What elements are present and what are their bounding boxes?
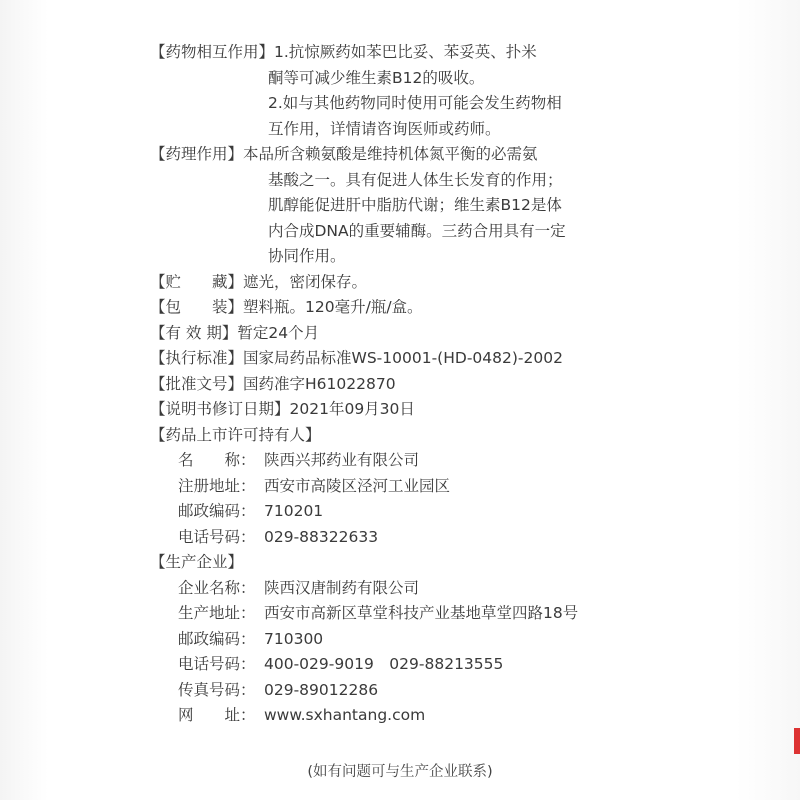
mfr-name-row (178, 576, 630, 602)
standard-row (150, 346, 630, 372)
pharmacology-label: 【药理作用】 (150, 145, 244, 163)
pharmacology-line-1: 本品所含赖氨酸是维持机体氮平衡的必需氨 (243, 145, 538, 163)
mfr-fax-value: 029-89012286 (264, 680, 379, 699)
mfr-postcode-value: 710300 (264, 629, 324, 648)
mfr-phone-row (178, 652, 630, 678)
package-row (150, 295, 630, 321)
standard-label: 【执行标准】 (150, 349, 244, 367)
pharmacology-section (150, 142, 630, 168)
revision-value: 2021年09月30日 (289, 400, 415, 418)
mfr-postcode-key: 邮政编码： (178, 629, 256, 648)
pharmacology-row-2 (150, 168, 630, 194)
interactions-line-2b: 互作用，详情请咨询医师或药师。 (268, 119, 501, 138)
approval-value: 国药准字H61022870 (243, 374, 396, 393)
holder-phone-key: 电话号码： (178, 527, 256, 546)
leaflet-text (150, 40, 630, 729)
pharmacology-line-3: 肌醇能促进肝中脂肪代谢；维生素B12是体 (268, 196, 562, 214)
package-label: 【包 装】 (150, 298, 244, 316)
pharmacology-row-5 (150, 244, 630, 270)
mfr-phone-value: 400-029-9019 029-88213555 (264, 655, 504, 673)
holder-postcode-row (178, 499, 630, 525)
holder-postcode-value: 710201 (264, 502, 324, 520)
validity-value: 暂定24个月 (237, 323, 320, 342)
validity-label: 【有 效 期】 (150, 323, 238, 342)
pharmacology-row-3 (150, 193, 630, 219)
storage-row (150, 270, 630, 296)
mfr-fax-key: 传真号码： (178, 680, 256, 699)
approval-label: 【批准文号】 (150, 374, 244, 393)
holder-address-row (178, 474, 630, 500)
holder-address-value: 西安市高陵区泾河工业园区 (264, 476, 451, 495)
mfr-address-value: 西安市高新区草堂科技产业基地草堂四路18号 (264, 604, 579, 622)
holder-name-row (178, 448, 630, 474)
mfr-phone-key: 电话号码： (178, 655, 256, 673)
revision-label: 【说明书修订日期】 (150, 400, 290, 418)
interactions-row-2b (150, 117, 630, 143)
interactions-section (150, 40, 630, 66)
mfr-address-row (178, 601, 630, 627)
pharmacology-line-4: 内合成DNA的重要辅酶。三药合用具有一定 (268, 221, 566, 240)
mfr-name-value: 陕西汉唐制药有限公司 (264, 578, 420, 597)
mfr-fax-row (178, 678, 630, 704)
interactions-line-1a: 1.抗惊厥药如苯巴比妥、苯妥英、扑米 (274, 43, 537, 61)
holder-postcode-key: 邮政编码： (178, 502, 256, 520)
mfr-website-value: www.sxhantang.com (264, 706, 426, 724)
holder-name-key: 名 称： (178, 451, 256, 469)
pharmacology-row-4 (150, 219, 630, 245)
revision-row (150, 397, 630, 423)
pharmacology-line-2: 基酸之一。具有促进人体生长发育的作用； (268, 170, 563, 189)
contact-note: (如有问题可与生产企业联系) (307, 764, 493, 780)
package-value: 塑料瓶。120毫升/瓶/盒。 (243, 298, 423, 316)
interactions-line-2a: 2.如与其他药物同时使用可能会发生药物相 (268, 94, 562, 112)
holder-phone-row (178, 525, 630, 551)
mfr-address-key: 生产地址： (178, 604, 256, 622)
validity-row (150, 321, 630, 347)
interactions-row-1b (150, 66, 630, 92)
manufacturer-heading-row (150, 550, 630, 576)
standard-value: 国家局药品标准WS-10001-(HD-0482)-2002 (243, 349, 563, 367)
holder-heading-row (150, 423, 630, 449)
mfr-website-row (178, 703, 630, 729)
holder-label: 【药品上市许可持有人】 (150, 425, 321, 444)
storage-value: 遮光，密闭保存。 (243, 272, 368, 291)
storage-label: 【贮 藏】 (150, 272, 244, 291)
mfr-postcode-row (178, 627, 630, 653)
mfr-website-key: 网 址： (178, 706, 256, 724)
manufacturer-label: 【生产企业】 (150, 553, 244, 571)
interactions-line-1b: 酮等可减少维生素B12的吸收。 (268, 68, 485, 87)
pharmacology-line-5: 协同作用。 (268, 247, 346, 265)
edge-color-mark (794, 728, 800, 754)
interactions-label: 【药物相互作用】 (150, 43, 275, 61)
mfr-name-key: 企业名称： (178, 578, 256, 597)
holder-phone-value: 029-88322633 (264, 527, 379, 546)
holder-name-value: 陕西兴邦药业有限公司 (264, 451, 420, 469)
holder-address-key: 注册地址： (178, 476, 256, 495)
approval-row (150, 372, 630, 398)
interactions-row-2a (150, 91, 630, 117)
